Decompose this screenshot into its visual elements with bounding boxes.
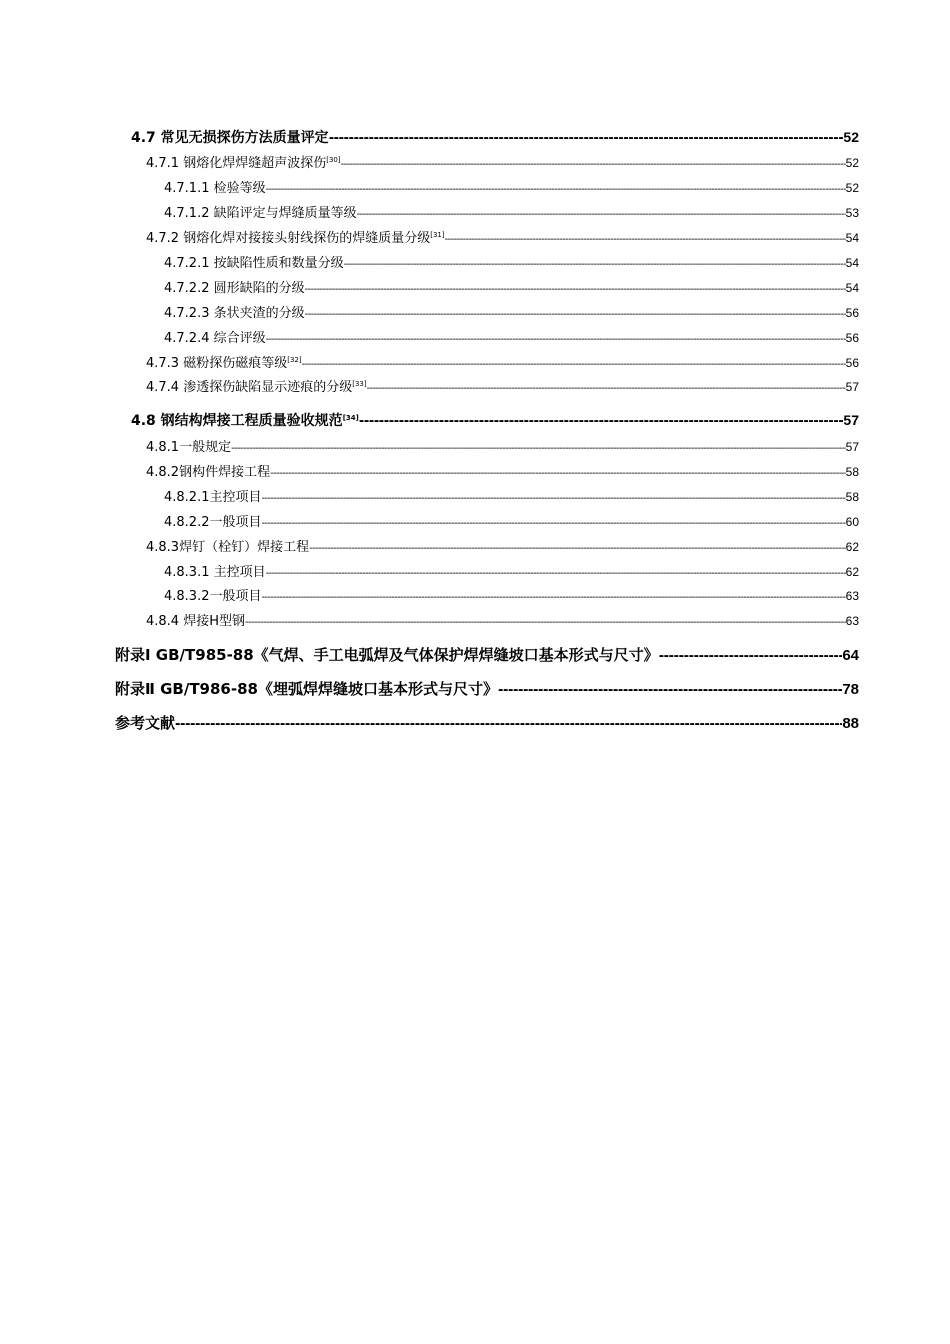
dot-leader xyxy=(266,568,846,579)
toc-entry[interactable] xyxy=(146,436,859,455)
dot-leader xyxy=(175,717,842,732)
toc-entry[interactable] xyxy=(164,202,859,221)
toc-entry-title: 4.8.1一般规定 xyxy=(146,440,232,455)
toc-entry[interactable] xyxy=(164,252,859,271)
toc-page-number: 57 xyxy=(843,412,859,428)
toc-entry[interactable] xyxy=(115,678,859,699)
dot-leader xyxy=(659,649,843,664)
toc-page-number: 52 xyxy=(843,129,859,145)
toc-entry-title: 4.8.2钢构件焊接工程 xyxy=(146,465,271,480)
toc-entry-title: 4.7.2.1 按缺陷性质和数量分级 xyxy=(164,256,344,271)
toc-entry-title: 4.8.2.2一般项目 xyxy=(164,515,262,530)
toc-page-number: 56 xyxy=(845,331,859,345)
toc-entry[interactable] xyxy=(146,227,859,246)
dot-leader xyxy=(305,309,846,320)
toc-entry-title: 4.7 常见无损探伤方法质量评定 xyxy=(131,130,329,146)
dot-leader xyxy=(305,284,846,295)
toc-entry[interactable] xyxy=(164,177,859,196)
toc-page-number: 56 xyxy=(845,356,859,370)
toc-page-number: 62 xyxy=(845,540,859,554)
toc-page-number: 57 xyxy=(845,440,859,454)
toc-page-number: 78 xyxy=(842,681,859,698)
citation-ref: [30] xyxy=(326,156,341,164)
toc-page-number: 58 xyxy=(845,490,859,504)
dot-leader xyxy=(231,443,846,454)
dot-leader xyxy=(357,209,846,220)
toc-entry[interactable] xyxy=(164,511,859,530)
toc-entry-title: 附录Ⅰ GB/T985-88《气焊、手工电弧焊及气体保护焊焊缝坡口基本形式与尺寸》 xyxy=(115,646,659,664)
toc-page-number: 58 xyxy=(845,465,859,479)
dot-leader xyxy=(266,334,846,345)
toc-entry-title: 4.7.4 渗透探伤缺陷显示迹痕的分级[33] xyxy=(146,380,367,395)
toc-entry-title: 附录Ⅱ GB/T986-88《埋弧焊焊缝坡口基本形式与尺寸》 xyxy=(115,680,498,698)
citation-ref: [31] xyxy=(430,231,445,239)
toc-entry-title: 4.8.3焊钉（栓钉）焊接工程 xyxy=(146,540,310,555)
toc-entry[interactable] xyxy=(131,410,859,430)
dot-leader xyxy=(261,493,845,504)
toc-entry-title: 4.8.4 焊接H型钢 xyxy=(146,614,245,629)
toc-entry-title: 4.7.3 磁粉探伤磁痕等级[32] xyxy=(146,356,302,371)
toc-page-number: 88 xyxy=(842,715,859,732)
dot-leader xyxy=(261,518,845,529)
dot-leader xyxy=(359,414,844,429)
toc-entry[interactable] xyxy=(146,536,859,555)
toc-entry-title: 4.8.3.1 主控项目 xyxy=(164,565,266,580)
toc-entry[interactable] xyxy=(164,585,859,604)
toc-entry[interactable] xyxy=(164,327,859,346)
toc-page-number: 52 xyxy=(845,156,859,170)
toc-page-number: 54 xyxy=(845,231,859,245)
toc-page-number: 57 xyxy=(845,380,859,394)
dot-leader xyxy=(261,592,845,603)
toc-entry[interactable] xyxy=(164,277,859,296)
toc-entry[interactable] xyxy=(146,461,859,480)
toc-page-number: 62 xyxy=(845,565,859,579)
toc-entry[interactable] xyxy=(146,352,859,371)
toc-page-number: 63 xyxy=(845,589,859,603)
toc-page-number: 64 xyxy=(842,647,859,664)
dot-leader xyxy=(329,131,844,146)
dot-leader xyxy=(341,159,846,170)
toc-entry-title: 4.8 钢结构焊接工程质量验收规范[34] xyxy=(131,413,359,429)
toc-entry[interactable] xyxy=(146,376,859,395)
toc-entry-title: 4.7.1 钢熔化焊焊缝超声波探伤[30] xyxy=(146,156,341,171)
dot-leader xyxy=(367,383,846,394)
toc-page-number: 52 xyxy=(845,181,859,195)
toc-entry[interactable] xyxy=(131,127,859,147)
dot-leader xyxy=(445,234,846,245)
toc-entry-title: 4.8.3.2一般项目 xyxy=(164,589,262,604)
dot-leader xyxy=(498,683,842,698)
citation-ref: [34] xyxy=(342,414,359,422)
toc-entry-title: 4.7.2.2 圆形缺陷的分级 xyxy=(164,281,305,296)
toc-page-number: 56 xyxy=(845,306,859,320)
toc-entry-title: 参考文献 xyxy=(115,714,176,732)
toc-entry-title: 4.7.2.3 条状夹渣的分级 xyxy=(164,306,305,321)
toc-entry[interactable] xyxy=(164,486,859,505)
toc-page-number: 53 xyxy=(845,206,859,220)
citation-ref: [32] xyxy=(287,356,302,364)
toc-entry-title: 4.7.2.4 综合评级 xyxy=(164,331,266,346)
citation-ref: [33] xyxy=(352,380,367,388)
dot-leader xyxy=(270,468,846,479)
dot-leader xyxy=(344,259,846,270)
toc-entry-title: 4.8.2.1主控项目 xyxy=(164,490,262,505)
dot-leader xyxy=(266,184,846,195)
toc-entry[interactable] xyxy=(146,610,859,629)
toc-entry[interactable] xyxy=(115,644,859,665)
toc-entry[interactable] xyxy=(115,712,859,733)
dot-leader xyxy=(302,359,846,370)
toc-entry-title: 4.7.1.1 检验等级 xyxy=(164,181,266,196)
toc-entry[interactable] xyxy=(164,302,859,321)
toc-entry-title: 4.7.2 钢熔化焊对接接头射线探伤的焊缝质量分级[31] xyxy=(146,231,445,246)
dot-leader xyxy=(309,543,846,554)
toc-page-number: 60 xyxy=(845,515,859,529)
dot-leader xyxy=(245,617,846,628)
toc-entry[interactable] xyxy=(146,152,859,171)
toc-page-number: 54 xyxy=(845,256,859,270)
toc-entry-title: 4.7.1.2 缺陷评定与焊缝质量等级 xyxy=(164,206,357,221)
toc-page-number: 54 xyxy=(845,281,859,295)
toc-entry[interactable] xyxy=(164,561,859,580)
toc-page-number: 63 xyxy=(845,614,859,628)
